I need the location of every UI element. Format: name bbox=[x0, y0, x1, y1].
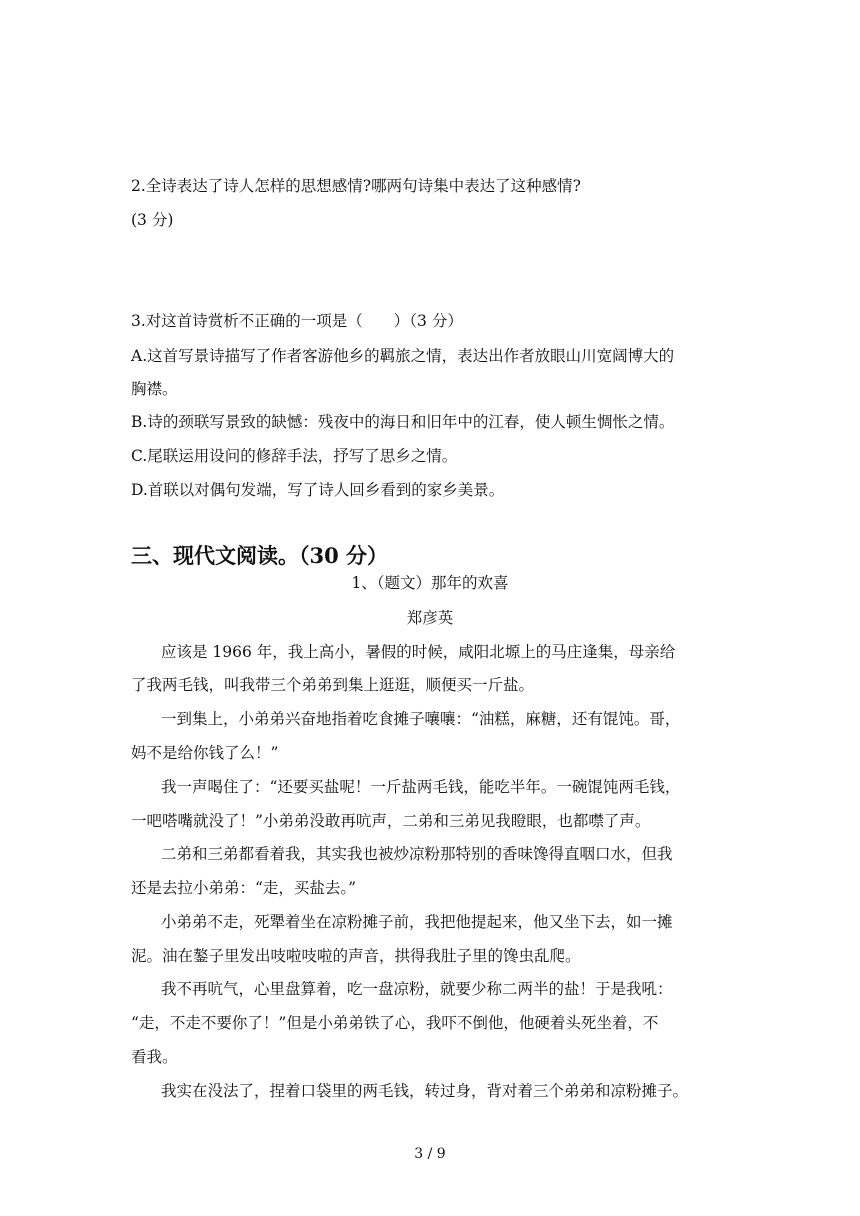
passage-line: “走，不走不要你了！”但是小弟弟铁了心，我吓不倒他，他硬着头死坐着，不 bbox=[131, 1014, 659, 1032]
passage-author: 郑彦英 bbox=[406, 609, 454, 627]
question-3-stem: 3.对这首诗赏析不正确的一项是（ ）（3 分） bbox=[131, 312, 463, 330]
option-a-line-2: 胸襟。 bbox=[131, 380, 178, 398]
passage-line: 泥。油在鏊子里发出吱啦吱啦的声音，拱得我肚子里的馋虫乱爬。 bbox=[131, 947, 581, 965]
passage-line: 应该是 1966 年，我上高小，暑假的时候，咸阳北塬上的马庄逢集，母亲给 bbox=[161, 643, 676, 661]
option-a-line-1: A.这首写景诗描写了作者客游他乡的羁旅之情，表达出作者放眼山川宽阔博大的 bbox=[131, 347, 675, 365]
question-2-score: (3 分) bbox=[131, 211, 174, 229]
option-d: D.首联以对偶句发端，写了诗人回乡看到的家乡美景。 bbox=[131, 481, 505, 499]
passage-line: 小弟弟不走，死犟着坐在凉粉摊子前，我把他提起来，他又坐下去，如一摊 bbox=[161, 913, 673, 931]
option-b: B.诗的颈联写景致的缺憾：残夜中的海日和旧年中的江春，使人顿生惆怅之情。 bbox=[131, 413, 675, 431]
page-number: 3 / 9 bbox=[414, 1146, 446, 1162]
passage-line: 还是去拉小弟弟：“走，买盐去。” bbox=[131, 879, 357, 897]
question-2-line-1: 2.全诗表达了诗人怎样的思想感情?哪两句诗集中表达了这种感情? bbox=[131, 177, 581, 195]
passage-line: 我实在没法了，捏着口袋里的两毛钱，转过身，背对着三个弟弟和凉粉摊子。 bbox=[161, 1082, 689, 1100]
passage-title: 1、（题文）那年的欢喜 bbox=[351, 574, 509, 592]
passage-line: 我一声喝住了：“还要买盐呢！一斤盐两毛钱，能吃半年。一碗馄饨两毛钱， bbox=[161, 778, 681, 796]
passage-line: 一到集上，小弟弟兴奋地指着吃食摊子嚷嚷：“油糕，麻糖，还有馄饨。哥， bbox=[161, 710, 681, 728]
passage-line: 看我。 bbox=[131, 1048, 178, 1066]
passage-line: 了我两毛钱，叫我带三个弟弟到集上逛逛，顺便买一斤盐。 bbox=[131, 676, 535, 694]
passage-line: 一吧嗒嘴就没了！”小弟弟没敢再吭声，二弟和三弟见我瞪眼，也都噤了声。 bbox=[131, 812, 651, 830]
section-heading: 三、现代文阅读。（30 分） bbox=[131, 543, 389, 568]
passage-line: 我不再吭气，心里盘算着，吃一盘凉粉，就要少称二两半的盐！于是我吼： bbox=[161, 980, 673, 998]
passage-line: 妈不是给你钱了么！” bbox=[131, 744, 279, 762]
passage-line: 二弟和三弟都看着我，其实我也被炒凉粉那特别的香味馋得直咽口水，但我 bbox=[161, 845, 673, 863]
option-c: C.尾联运用设问的修辞手法，抒写了思乡之情。 bbox=[131, 447, 458, 465]
